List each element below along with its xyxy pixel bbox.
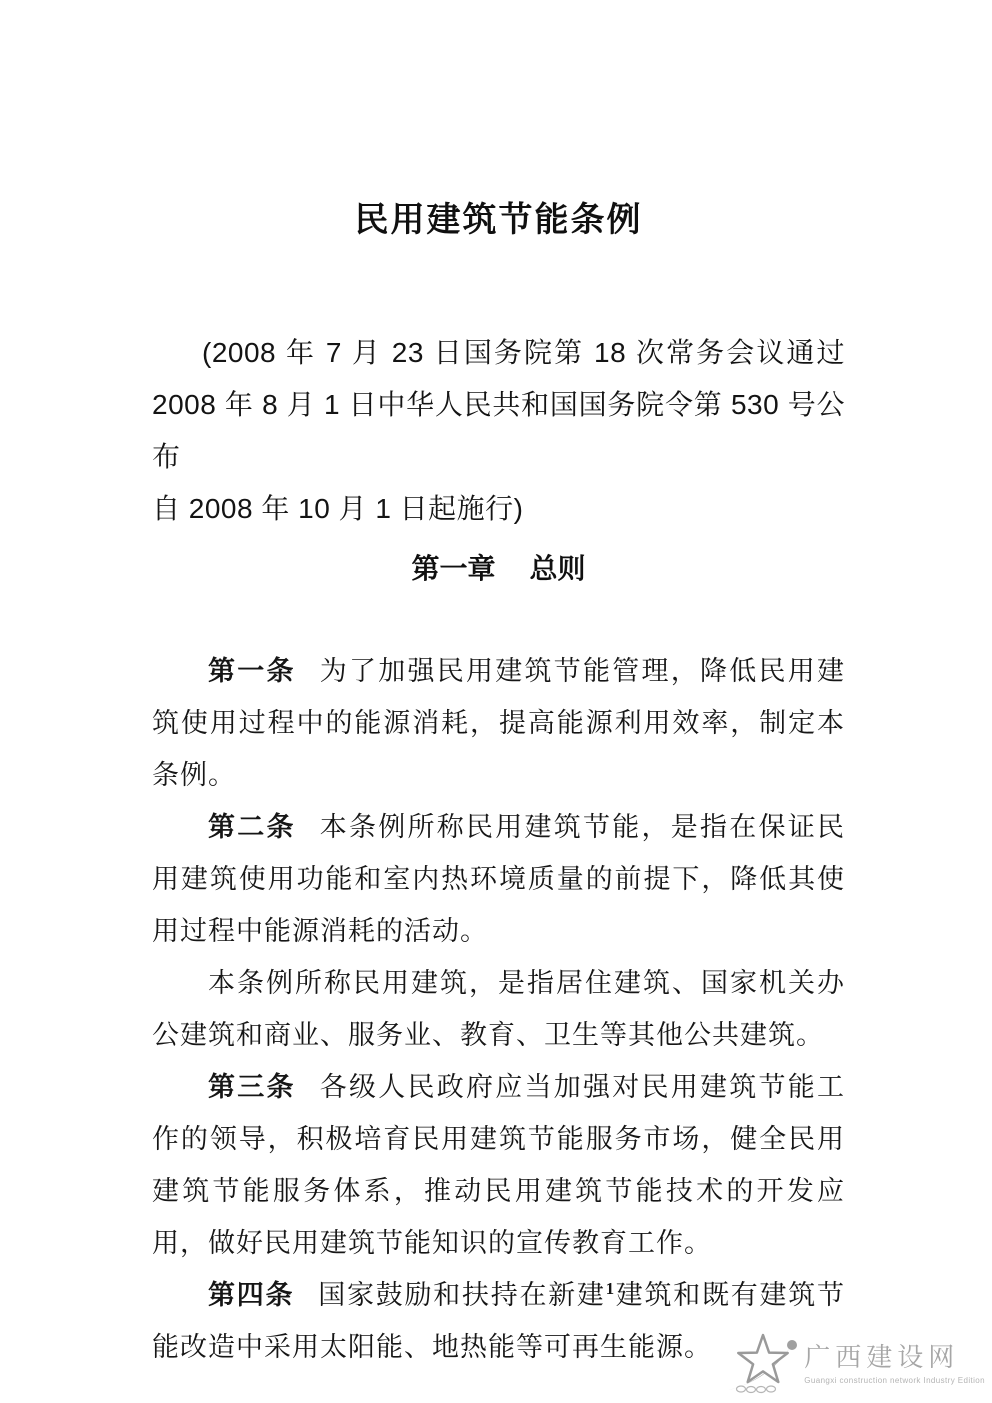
articles-body [152, 645, 845, 1373]
preamble-line-1: (2008 年 7 月 23 日国务院第 18 次常务会议通过 [202, 337, 845, 368]
article-4-label: 第四条 [208, 1280, 295, 1310]
article-2-continuation-paragraph [152, 957, 845, 1061]
article-1-paragraph [152, 645, 845, 801]
article-2-label: 第二条 [208, 812, 296, 842]
article-4-text-after: 建筑和既有建筑节能改造中采用太阳能、地热能等可再生能源。 [152, 1280, 846, 1362]
article-3-paragraph [152, 1061, 845, 1269]
chapter-heading [152, 549, 845, 589]
article-3-label: 第三条 [208, 1072, 296, 1102]
article-2-paragraph [152, 801, 845, 957]
preamble-line-3: 自 2008 年 10 月 1 日起施行) [152, 493, 524, 524]
chapter-number: 第一章 [411, 553, 496, 584]
article-3-text: 各级人民政府应当加强对民用建筑节能工作的领导，积极培育民用建筑节能服务市场，健全民用建筑节能服务体系，推动民用建筑节能技术的开发应用，做好民用建筑节能知识的宣传教育工作。 [152, 1072, 845, 1258]
article-2-continuation-text: 本条例所称民用建筑，是指居住建筑、国家机关办公建筑和商业、服务业、教育、卫生等其他公共建筑。 [152, 968, 845, 1050]
watermark-site-name: 广西建设网 [804, 1343, 960, 1372]
preamble [152, 327, 845, 535]
footnote-marker: 1 [605, 1279, 616, 1298]
article-2-text: 本条例所称民用建筑节能，是指在保证民用建筑使用功能和室内热环境质量的前提下，降低其使用过程中能源消耗的活动。 [152, 812, 845, 946]
logo-mark-glyphs [737, 1386, 776, 1393]
chapter-name: 总则 [529, 553, 586, 584]
article-1-text: 为了加强民用建筑节能管理，降低民用建筑使用过程中的能源消耗，提高能源利用效率，制定本条例。 [152, 656, 845, 790]
star-logo-icon [725, 1333, 799, 1395]
article-1-label: 第一条 [208, 656, 296, 686]
article-4-text-before: 国家鼓励和扶持在新建 [318, 1280, 606, 1310]
watermark-tagline: Guangxi construction network Industry Edition [804, 1376, 985, 1385]
logo-text-block [804, 1343, 985, 1385]
preamble-line-2: 2008 年 8 月 1 日中华人民共和国国务院令第 530 号公布 [152, 389, 845, 472]
site-watermark-logo [725, 1333, 985, 1395]
document-title: 民用建筑节能条例 [354, 201, 643, 239]
page-content [152, 0, 845, 1373]
